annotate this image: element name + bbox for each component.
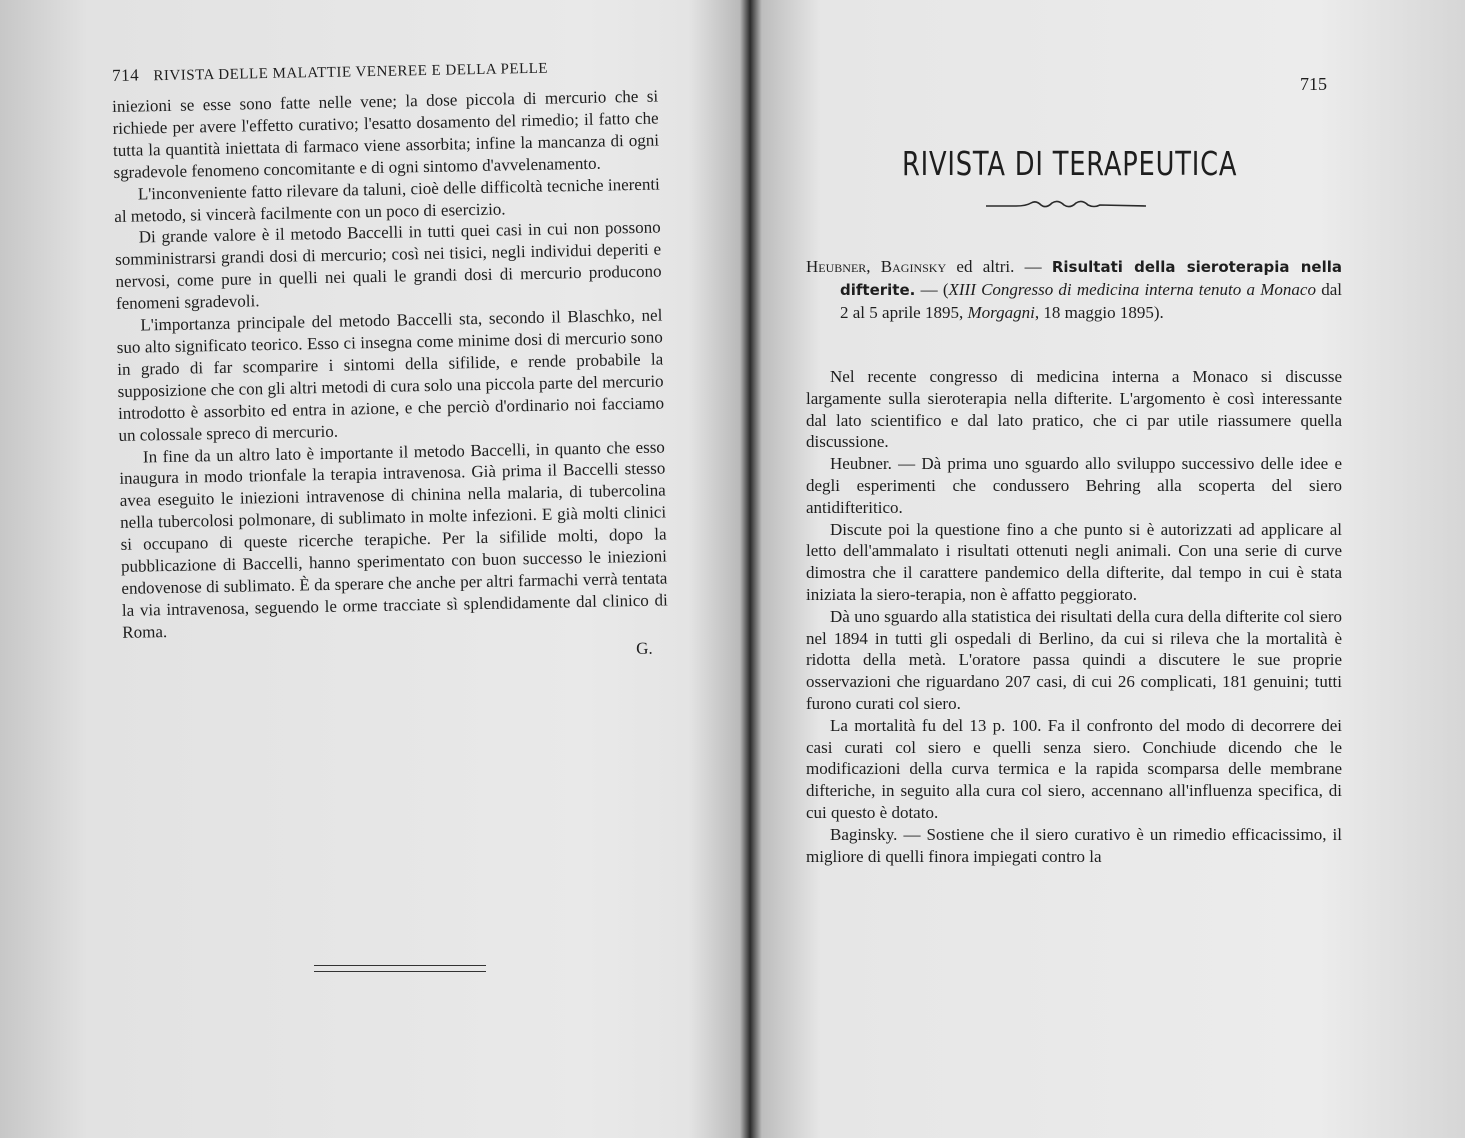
paragraph: iniezioni se esse sono fatte nelle vene; la dose piccola di mercurio che si richiede per avere l'effetto curativo; l'esatto dosamento del rimedio; il fatto che tutta la quantità iniettata di farmaco viene assorbita; infine la mancanza di ogni sgradevole fenomeno concomitante e di ogni sintomo d'avvelenamento.: [112, 86, 660, 182]
page-number: 715: [1300, 74, 1327, 94]
entry-source-end: , 18 maggio 1895).: [1034, 302, 1164, 322]
paragraph: In fine da un altro lato è importante il metodo Baccelli, in quanto che esso inaugura in modo trionfale la terapia intravenosa. Già prima il Baccelli stesso avea eseguito le iniezioni intravenose di chinina nella malaria, di tubercolina nella tubercolosi polmonare, di sublimato in molte infezioni. E già molti clinici si occupano di queste ricerche terapiche. Per la sifilide molti, dopo la pubblicazione di Baccelli, hanno sperimentato con buon successo le iniezioni endovenose di sublimato. È da sperare che anche per altri farmachi verrà tentata la via intravenosa, seguendo le orme tracciate sì splendidamente dal clinico di Roma.: [119, 436, 668, 642]
paragraph: Heubner. — Dà prima uno sguardo allo sviluppo successivo delle idee e degli esperimenti che condussero Behring alla scoperta del siero antidifteritico.: [806, 454, 1342, 517]
entry-journal: Morgagni: [967, 302, 1035, 322]
page-number: 714: [112, 65, 140, 85]
entry-source-lead: — (: [915, 279, 949, 299]
running-head-title: RIVISTA DELLE MALATTIE VENEREE E DELLA PELLE: [153, 60, 549, 85]
entry-authors-tail: ed altri. —: [946, 257, 1052, 276]
paragraph: Dà uno sguardo alla statistica dei risultati della cura della difterite col siero nel 1894 in tutti gli ospedali di Berlino, da cui si rileva che la mortalità è ridotta della metà. L'oratore passa quindi a discutere le sue proprie osservazioni che riguardano 207 casi, di cui 26 complicati, 181 genuini; tutti furono curati col siero.: [806, 606, 1342, 713]
section-title: RIVISTA DI TERAPEUTICA: [902, 144, 1238, 183]
entry-authors: Heubner, Baginsky: [806, 257, 947, 276]
author-signature: G.: [635, 638, 653, 658]
right-page: [752, 0, 1465, 1138]
bibliographic-entry: [806, 256, 1342, 323]
paragraph: Baginsky. — Sostiene che il siero curativo è un rimedio efficacissimo, il migliore di quelli finora impiegati contro la: [806, 824, 1342, 866]
section-divider: [314, 965, 486, 972]
ornament-divider: [986, 196, 1146, 216]
paragraph: L'inconveniente fatto rilevare da taluni, cioè delle difficoltà tecniche inerenti al metodo, si vincerà facilmente con un poco di esercizio.: [114, 174, 660, 226]
paragraph: La mortalità fu del 13 p. 100. Fa il confronto del modo di decorrere dei casi curati col siero e quelli senza siero. Conchiude dicendo che le modificazioni della curva termica e la rapida scomparsa delle membrane difteriche, in seguito alla cura col siero, accennano all'influenza specifica, di cui questo è dotato.: [806, 715, 1342, 822]
paragraph: Di grande valore è il metodo Baccelli in tutti quei casi in cui non possono somministrarsi grandi dosi di mercurio; così nei tisici, negli individui deperiti e nervosi, come pure in quelli nei quali le grandi dosi di mercurio producono fenomeni sgradevoli.: [114, 217, 662, 314]
entry-source-rest: dal 2 al 5 aprile 1895,: [840, 279, 1342, 322]
entry-title: Risultati della sieroterapia nella difterite.: [840, 258, 1342, 299]
paragraph: L'importanza principale del metodo Baccelli sta, secondo il Blaschko, nel suo alto significato teorico. Esso ci insegna come minime dosi di mercurio sono in grado di far scomparire i sintomi della sifilide, e rende probabile la supposizione che con gli altri metodi di cura solo una piccola parte del mercurio introdotto è assorbito ed entra in azione, e che perciò d'ordinario noi facciamo un colossale spreco di mercurio.: [116, 305, 665, 445]
body-text: [112, 86, 669, 670]
paragraph: Discute poi la questione fino a che punto si è autorizzati ad applicare al letto dell'ammalato i risultati ottenuti negli animali. Con una serie di curve dimostra che il carattere pandemico della difterite, dal tempo in cui è stata iniziata la siero-terapia, non è affatto peggiorato.: [806, 519, 1342, 604]
running-head: [112, 55, 662, 86]
paragraph: Nel recente congresso di medicina interna a Monaco si discusse largamente sulla sieroterapia nella difterite. L'argomento è così interessante dal lato scientifico e dal lato pratico, che ci par utile riassumere quella discussione.: [806, 367, 1342, 452]
entry-source: XIII Congresso di medicina interna tenuto a Monaco: [948, 279, 1316, 299]
body-text: [806, 366, 1342, 867]
